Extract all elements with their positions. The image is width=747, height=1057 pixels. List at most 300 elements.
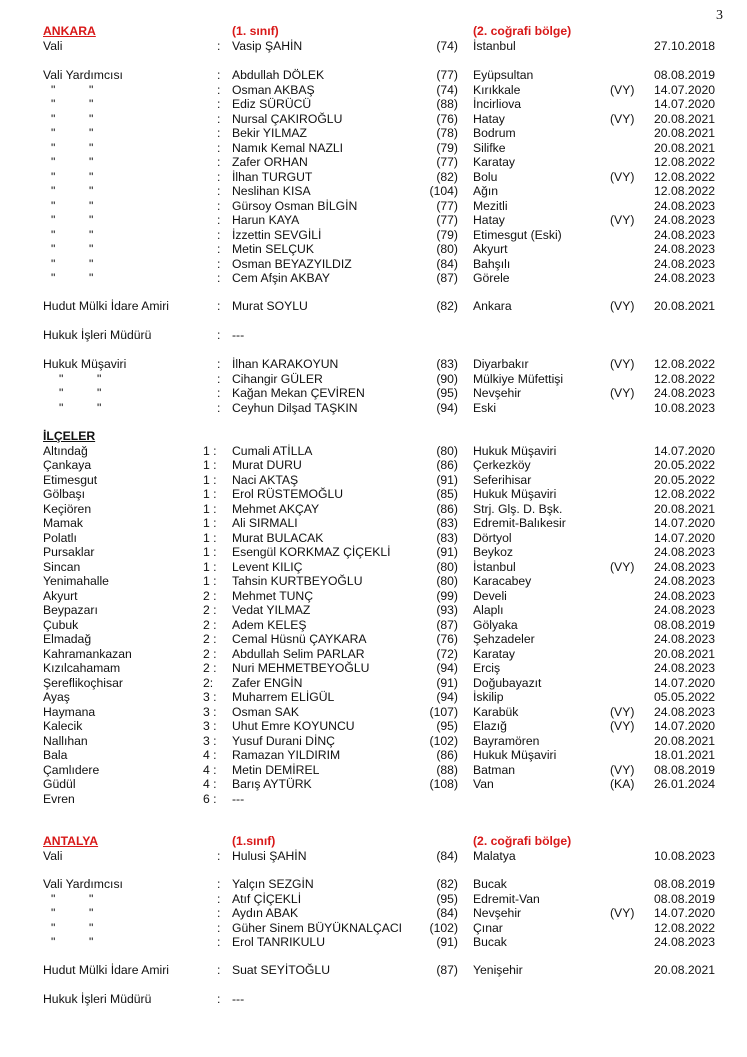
appointment-date: 12.08.2022: [654, 371, 715, 386]
ditto-mark: ": [51, 256, 56, 271]
district-name: Yenimahalle: [43, 574, 109, 588]
person-name: Kağan Mekan ÇEVİREN: [232, 386, 365, 400]
district-name: Kalecik: [43, 719, 83, 733]
seniority-number: (91): [436, 545, 458, 559]
previous-post: İstanbul: [473, 559, 516, 574]
seniority-number: (78): [436, 126, 458, 140]
district-name: Mamak: [43, 516, 83, 530]
district-class: 3 :: [203, 733, 217, 748]
previous-post: Develi: [473, 588, 507, 603]
district-class: 2 :: [203, 617, 217, 632]
district-class: 4 :: [203, 762, 217, 777]
appointment-date: 12.08.2022: [654, 169, 715, 184]
ditto-mark: ": [51, 126, 56, 140]
vy-flag: (VY): [610, 169, 635, 184]
colon: :: [217, 299, 221, 313]
appointment-date: 20.08.2021: [654, 111, 715, 126]
district-class: 3 :: [203, 690, 217, 704]
seniority-number: (93): [436, 603, 458, 617]
colon: :: [217, 242, 221, 256]
region-label: (2. coğrafi bölge): [473, 24, 572, 38]
colon: :: [217, 963, 221, 977]
colon: :: [217, 992, 221, 1006]
colon: :: [217, 357, 221, 371]
district-class: 1 :: [203, 501, 217, 516]
person-row: [0, 401, 747, 416]
colon: :: [217, 920, 221, 935]
district-name: Etimesgut: [43, 472, 98, 487]
person-name: Metin DEMİREL: [232, 762, 320, 777]
seniority-number: (88): [436, 762, 458, 777]
ditto-mark: ": [51, 140, 56, 155]
ankara-header: [0, 24, 747, 39]
district-class: 1 :: [203, 458, 217, 472]
seniority-number: (77): [436, 155, 458, 169]
colon: :: [217, 935, 221, 949]
previous-post: İncirliova: [473, 97, 522, 111]
colon: :: [217, 213, 221, 227]
ilceler-list: [0, 444, 747, 807]
district-class: 3 :: [203, 704, 217, 719]
ditto-mark: ": [51, 213, 56, 227]
appointment-date: 26.01.2024: [654, 777, 715, 791]
district-class: 1 :: [203, 574, 217, 588]
ditto-mark: ": [89, 935, 94, 949]
role-title: Vali: [43, 38, 63, 53]
previous-post: Bayramören: [473, 733, 540, 748]
hukuk-isleri-row: [0, 328, 747, 343]
colon: :: [217, 877, 221, 891]
previous-post: Mezitli: [473, 198, 508, 213]
person-name: İlhan KARAKOYUN: [232, 357, 339, 371]
district-class: 1 :: [203, 559, 217, 574]
colon: :: [217, 111, 221, 126]
district-row: [0, 763, 747, 778]
appointment-date: 24.08.2023: [654, 935, 715, 949]
role-title: Hukuk İşleri Müdürü: [43, 992, 152, 1006]
ditto-mark: ": [89, 140, 94, 155]
appointment-date: 08.08.2019: [654, 68, 715, 82]
previous-post: Nevşehir: [473, 386, 522, 400]
seniority-number: (82): [436, 299, 458, 313]
appointment-date: 20.08.2021: [654, 126, 715, 140]
district-row: [0, 734, 747, 749]
district-row: [0, 444, 747, 459]
role-title: Vali Yardımcısı: [43, 877, 123, 891]
person-name: Ali SIRMALI: [232, 516, 298, 530]
person-name: Cemal Hüsnü ÇAYKARA: [232, 632, 367, 646]
role-title: Hudut Mülki İdare Amiri: [43, 299, 169, 313]
appointment-date: 12.08.2022: [654, 184, 715, 198]
district-name: Elmadağ: [43, 632, 92, 646]
previous-post: Edremit-Balıkesir: [473, 516, 566, 530]
person-row: [0, 112, 747, 127]
vy-flag: (KA): [610, 777, 635, 791]
district-name: Gölbaşı: [43, 487, 86, 501]
ditto-mark: ": [89, 155, 94, 169]
person-name: Tahsin KURTBEYOĞLU: [232, 574, 363, 588]
previous-post: Bahşılı: [473, 256, 511, 271]
seniority-number: (102): [429, 733, 458, 748]
appointment-date: 14.07.2020: [654, 719, 715, 733]
appointment-date: 08.08.2019: [654, 891, 715, 906]
hudut-row: [0, 963, 747, 978]
district-name: Çankaya: [43, 458, 92, 472]
person-row: [0, 877, 747, 892]
previous-post: Nevşehir: [473, 906, 522, 920]
appointment-date: 24.08.2023: [654, 198, 715, 213]
ditto-mark: ": [51, 242, 56, 256]
appointment-date: 24.08.2023: [654, 386, 715, 400]
person-name: Zafer ENGİN: [232, 675, 303, 690]
class-label: (1.sınıf): [232, 834, 276, 848]
seniority-number: (95): [436, 386, 458, 400]
person-name: Levent KILIÇ: [232, 559, 303, 574]
appointment-date: 20.08.2021: [654, 963, 715, 977]
person-name: Güher Sinem BÜYÜKNALÇACI: [232, 920, 403, 935]
antalya-vali-yardimcilari: [0, 877, 747, 950]
person-name: Abdullah Selim PARLAR: [232, 646, 365, 661]
colon: :: [217, 906, 221, 920]
seniority-number: (80): [436, 574, 458, 588]
antalya-header: [0, 834, 747, 849]
previous-post: Kırıkkale: [473, 82, 521, 97]
seniority-number: (77): [436, 198, 458, 213]
colon: :: [217, 169, 221, 184]
previous-post: İskilip: [473, 690, 504, 704]
seniority-number: (108): [429, 777, 458, 791]
person-name: Adem KELEŞ: [232, 617, 307, 632]
colon: :: [217, 198, 221, 213]
seniority-number: (102): [429, 920, 458, 935]
person-name: Ceyhun Dilşad TAŞKIN: [232, 400, 358, 415]
appointment-date: 05.05.2022: [654, 690, 715, 704]
district-class: 4 :: [203, 777, 217, 791]
seniority-number: (90): [436, 371, 458, 386]
colon: :: [217, 386, 221, 400]
ilceler-heading: [0, 429, 747, 444]
district-name: Akyurt: [43, 588, 78, 603]
seniority-number: (87): [436, 963, 458, 977]
seniority-number: (87): [436, 271, 458, 285]
district-name: Sincan: [43, 559, 81, 574]
role-title: Hukuk Müşaviri: [43, 357, 127, 371]
vali-row: [0, 849, 747, 864]
vy-flag: (VY): [610, 719, 635, 733]
ilceler-title: İLÇELER: [43, 429, 96, 443]
district-row: [0, 647, 747, 662]
district-class: 3 :: [203, 719, 217, 733]
district-row: [0, 792, 747, 807]
district-row: [0, 574, 747, 589]
appointment-date: 08.08.2019: [654, 877, 715, 891]
person-row: [0, 97, 747, 112]
previous-post: Alaplı: [473, 603, 504, 617]
appointment-date: 14.07.2020: [654, 675, 715, 690]
seniority-number: (99): [436, 588, 458, 603]
ditto-mark: ": [89, 242, 94, 256]
appointment-date: 14.07.2020: [654, 530, 715, 545]
person-name: İzzettin SEVGİLİ: [232, 227, 322, 242]
district-name: Evren: [43, 791, 75, 806]
appointment-date: 24.08.2023: [654, 559, 715, 574]
appointment-date: 14.07.2020: [654, 443, 715, 458]
ditto-mark: ": [51, 271, 56, 285]
district-name: Şereflikoçhisar: [43, 675, 123, 690]
ditto-mark: ": [51, 111, 56, 126]
seniority-number: (74): [436, 38, 458, 53]
ditto-mark: ": [89, 891, 94, 906]
district-name: Çubuk: [43, 617, 79, 632]
district-name: Keçiören: [43, 501, 92, 516]
ditto-mark: ": [51, 920, 56, 935]
vali-row: [0, 39, 747, 54]
district-row: [0, 458, 747, 473]
colon: :: [217, 371, 221, 386]
district-class: 1 :: [203, 516, 217, 530]
seniority-number: (72): [436, 646, 458, 661]
person-row: [0, 921, 747, 936]
ditto-mark: ": [89, 126, 94, 140]
person-name: Vedat YILMAZ: [232, 603, 311, 617]
seniority-number: (104): [429, 184, 458, 198]
district-name: Çamlıdere: [43, 762, 100, 777]
ditto-mark: ": [89, 82, 94, 97]
person-name: ---: [232, 992, 245, 1006]
appointment-date: 24.08.2023: [654, 574, 715, 588]
ditto-mark: ": [97, 371, 102, 386]
person-name: Barış AYTÜRK: [232, 777, 312, 791]
role-title: Vali Yardımcısı: [43, 68, 123, 82]
person-name: Abdullah DÖLEK: [232, 68, 325, 82]
appointment-date: 27.10.2018: [654, 38, 715, 53]
hudut-row: [0, 299, 747, 314]
ditto-mark: ": [89, 920, 94, 935]
previous-post: Diyarbakır: [473, 357, 529, 371]
district-class: 1 :: [203, 530, 217, 545]
district-class: 2 :: [203, 632, 217, 646]
role-title: Vali: [43, 848, 63, 863]
previous-post: Van: [473, 777, 494, 791]
person-name: Erol RÜSTEMOĞLU: [232, 487, 344, 501]
ditto-mark: ": [97, 386, 102, 400]
appointment-date: 20.05.2022: [654, 472, 715, 487]
previous-post: Gölyaka: [473, 617, 518, 632]
person-name: Atıf ÇİÇEKLİ: [232, 891, 302, 906]
appointment-date: 24.08.2023: [654, 227, 715, 242]
person-name: ---: [232, 328, 245, 342]
person-row: [0, 184, 747, 199]
seniority-number: (86): [436, 458, 458, 472]
previous-post: Bolu: [473, 169, 498, 184]
person-row: [0, 906, 747, 921]
role-title: Hukuk İşleri Müdürü: [43, 328, 152, 342]
previous-post: Karabük: [473, 704, 519, 719]
appointment-date: 24.08.2023: [654, 256, 715, 271]
colon: :: [217, 140, 221, 155]
district-row: [0, 748, 747, 763]
colon: :: [217, 38, 221, 53]
person-name: Zafer ORHAN: [232, 155, 308, 169]
person-name: Vasip ŞAHİN: [232, 38, 303, 53]
seniority-number: (83): [436, 530, 458, 545]
person-name: Mehmet TUNÇ: [232, 588, 314, 603]
district-class: 2:: [203, 675, 214, 690]
person-row: [0, 257, 747, 272]
previous-post: Karacabey: [473, 574, 532, 588]
person-name: Gürsoy Osman BİLGİN: [232, 198, 358, 213]
previous-post: Mülkiye Müfettişi: [473, 371, 564, 386]
person-name: Bekir YILMAZ: [232, 126, 307, 140]
person-name: Osman AKBAŞ: [232, 82, 315, 97]
district-row: [0, 705, 747, 720]
colon: :: [217, 82, 221, 97]
person-row: [0, 228, 747, 243]
district-row: [0, 603, 747, 618]
seniority-number: (82): [436, 877, 458, 891]
person-name: Murat BULACAK: [232, 530, 324, 545]
previous-post: Yenişehir: [473, 963, 523, 977]
ditto-mark: ": [89, 97, 94, 111]
appointment-date: 14.07.2020: [654, 82, 715, 97]
appointment-date: 08.08.2019: [654, 762, 715, 777]
person-name: Cihangir GÜLER: [232, 371, 323, 386]
person-name: Yusuf Durani DİNÇ: [232, 733, 335, 748]
seniority-number: (94): [436, 690, 458, 704]
seniority-number: (84): [436, 906, 458, 920]
person-name: Osman BEYAZYILDIZ: [232, 256, 352, 271]
ditto-mark: ": [51, 906, 56, 920]
person-name: Namık Kemal NAZLI: [232, 140, 344, 155]
previous-post: İstanbul: [473, 38, 516, 53]
person-row: [0, 892, 747, 907]
previous-post: Bodrum: [473, 126, 516, 140]
district-row: [0, 487, 747, 502]
district-row: [0, 545, 747, 560]
previous-post: Ağın: [473, 184, 499, 198]
district-name: Haymana: [43, 704, 96, 719]
province-title: ANKARA: [43, 24, 96, 38]
previous-post: Eski: [473, 400, 497, 415]
page-number: 3: [716, 8, 723, 23]
district-class: 1 :: [203, 472, 217, 487]
appointment-date: 24.08.2023: [654, 545, 715, 559]
region-label: (2. coğrafi bölge): [473, 834, 572, 848]
seniority-number: (80): [436, 559, 458, 574]
seniority-number: (77): [436, 68, 458, 82]
appointment-date: 18.01.2021: [654, 748, 715, 762]
ditto-mark: ": [89, 213, 94, 227]
ankara-hukuk-musavirleri: [0, 357, 747, 415]
previous-post: Çınar: [473, 920, 503, 935]
appointment-date: 24.08.2023: [654, 271, 715, 285]
colon: :: [217, 256, 221, 271]
appointment-date: 10.08.2023: [654, 400, 715, 415]
seniority-number: (74): [436, 82, 458, 97]
appointment-date: 08.08.2019: [654, 617, 715, 632]
appointment-date: 12.08.2022: [654, 920, 715, 935]
district-class: 2 :: [203, 603, 217, 617]
previous-post: Bucak: [473, 877, 507, 891]
ditto-mark: ": [51, 184, 56, 198]
appointment-date: 14.07.2020: [654, 97, 715, 111]
person-name: Hulusi ŞAHİN: [232, 848, 307, 863]
appointment-date: 24.08.2023: [654, 632, 715, 646]
person-name: Mehmet AKÇAY: [232, 501, 320, 516]
ankara-section: [0, 24, 747, 53]
district-class: 1 :: [203, 487, 217, 501]
seniority-number: (86): [436, 748, 458, 762]
district-row: [0, 618, 747, 633]
district-row: [0, 777, 747, 792]
person-row: [0, 170, 747, 185]
district-row: [0, 589, 747, 604]
person-row: [0, 357, 747, 372]
appointment-date: 20.08.2021: [654, 140, 715, 155]
ditto-mark: ": [51, 155, 56, 169]
previous-post: Dörtyol: [473, 530, 512, 545]
previous-post: Hukuk Müşaviri: [473, 443, 557, 458]
ditto-mark: ": [89, 227, 94, 242]
appointment-date: 24.08.2023: [654, 588, 715, 603]
appointment-date: 12.08.2022: [654, 155, 715, 169]
vy-flag: (VY): [610, 213, 635, 227]
district-row: [0, 531, 747, 546]
vy-flag: (VY): [610, 82, 635, 97]
person-name: Neslihan KISA: [232, 184, 311, 198]
ditto-mark: ": [59, 386, 64, 400]
appointment-date: 12.08.2022: [654, 357, 715, 371]
seniority-number: (80): [436, 242, 458, 256]
colon: :: [217, 328, 221, 342]
role-title: Hudut Mülki İdare Amiri: [43, 963, 169, 977]
antalya-section: [0, 834, 747, 863]
seniority-number: (91): [436, 935, 458, 949]
province-title: ANTALYA: [43, 834, 99, 848]
antalya-hudut: [0, 963, 747, 978]
colon: :: [217, 184, 221, 198]
district-name: Altındağ: [43, 443, 88, 458]
district-row: [0, 502, 747, 517]
district-row: [0, 560, 747, 575]
seniority-number: (86): [436, 501, 458, 516]
previous-post: Görele: [473, 271, 510, 285]
district-row: [0, 632, 747, 647]
seniority-number: (107): [429, 704, 458, 719]
person-name: Uhut Emre KOYUNCU: [232, 719, 355, 733]
appointment-date: 20.08.2021: [654, 299, 715, 313]
vy-flag: (VY): [610, 704, 635, 719]
colon: :: [217, 848, 221, 863]
seniority-number: (95): [436, 891, 458, 906]
district-row: [0, 473, 747, 488]
previous-post: Hukuk Müşaviri: [473, 487, 557, 501]
previous-post: Batman: [473, 762, 516, 777]
district-name: Polatlı: [43, 530, 77, 545]
ditto-mark: ": [89, 169, 94, 184]
previous-post: Ankara: [473, 299, 512, 313]
previous-post: Erciş: [473, 661, 501, 675]
ditto-mark: ": [51, 891, 56, 906]
previous-post: Edremit-Van: [473, 891, 540, 906]
district-row: [0, 676, 747, 691]
ditto-mark: ": [51, 169, 56, 184]
person-row: [0, 126, 747, 141]
district-row: [0, 719, 747, 734]
district-name: Kahramankazan: [43, 646, 132, 661]
previous-post: Eyüpsultan: [473, 68, 534, 82]
district-class: 2 :: [203, 588, 217, 603]
